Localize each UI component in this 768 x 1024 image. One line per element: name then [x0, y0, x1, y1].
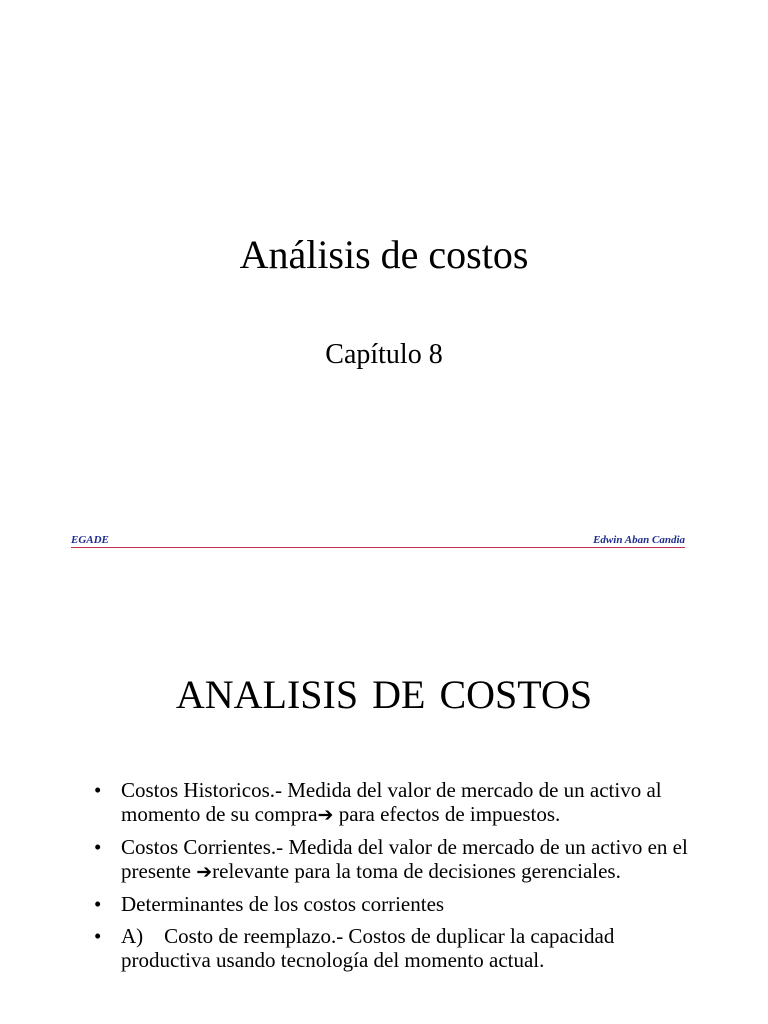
bullet-item-replacement-cost [94, 924, 694, 972]
footer-author: Edwin Aban Candia [593, 534, 685, 546]
bullet-text: relevante para la toma de decisiones gerenciales. [212, 859, 621, 883]
slide-1-title: Análisis de costos [239, 232, 529, 277]
bullet-dot: • [94, 892, 102, 916]
bullet-text: Costos Corrientes.- Medida del valor de mercado de un activo en el presente [121, 835, 688, 883]
bullet-dot: • [94, 778, 102, 802]
bullet-item-determinants [94, 892, 694, 916]
slide-2 [0, 560, 768, 1024]
bullet-text: para efectos de impuestos. [333, 802, 561, 826]
bullet-text: Costos Historicos.- Medida del valor de mercado de un activo al momento de su compra [121, 778, 662, 826]
footer-institution: EGADE [71, 534, 109, 546]
bullet-dot: • [94, 924, 102, 948]
arrow-right-icon: ➔ [196, 861, 213, 883]
bullet-dot: • [94, 835, 102, 859]
slide-1-subtitle: Capítulo 8 [325, 339, 443, 370]
bullet-text: A) Costo de reemplazo.- Costos de duplicar la capacidad productiva usando tecnología del momento actual. [121, 924, 620, 972]
slide-2-title: ANALISIS DE COSTOS [175, 672, 593, 717]
bullet-text: Determinantes de los costos corrientes [121, 892, 445, 916]
slide-footer [71, 534, 685, 548]
bullet-list [94, 778, 694, 980]
bullet-item-current-costs [94, 835, 694, 884]
bullet-item-historic-costs [94, 778, 694, 827]
arrow-right-icon: ➔ [317, 804, 334, 826]
